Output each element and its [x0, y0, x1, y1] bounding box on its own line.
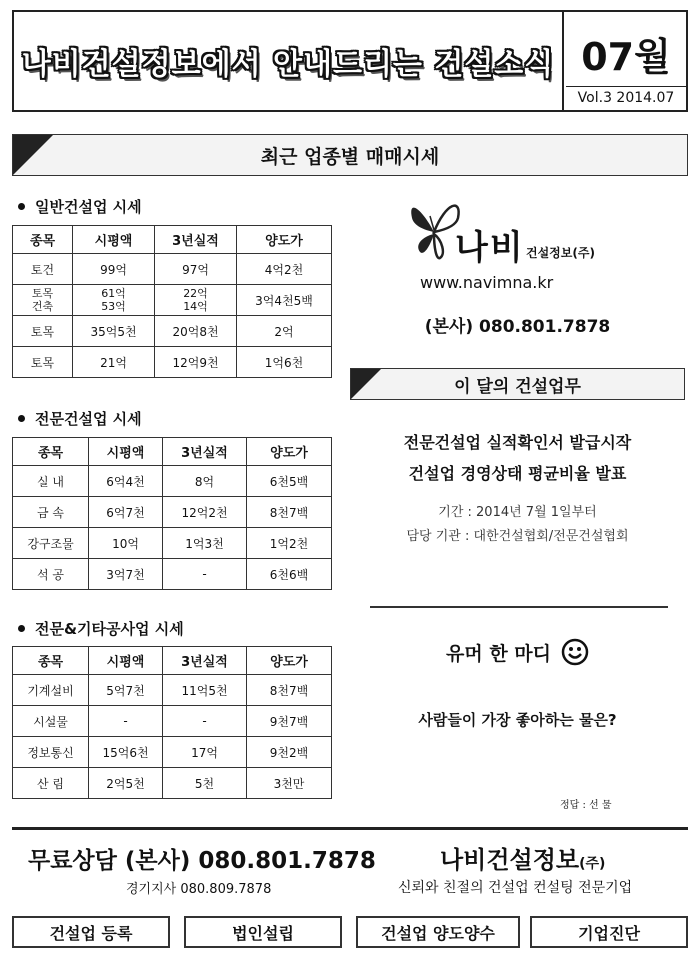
table-row [13, 254, 332, 285]
work-period: 기간 : 2014년 7월 1일부터 [438, 505, 597, 520]
table-cell: 17억 [163, 737, 247, 768]
table-cell: 15억6천 [89, 737, 163, 768]
table-cell: 3억7천 [89, 559, 163, 590]
table-row [13, 737, 332, 768]
column-header: 양도가 [247, 647, 332, 675]
humor-question: 사람들이 가장 좋아하는 물은? [418, 711, 617, 729]
work-agency: 담당 기관 : 대한건설협회/전문건설협회 [406, 529, 629, 544]
divider [566, 86, 688, 87]
table-cell: - [163, 706, 247, 737]
section-banner-prices [12, 134, 688, 176]
table-cell: 정보통신 [13, 737, 89, 768]
section-label-general: 일반건설업 시세 [18, 196, 142, 217]
column-header: 시평액 [89, 438, 163, 466]
footer-consult-phone: 무료상담 (본사) 080.801.7878 [28, 848, 376, 874]
banner-title: 이 달의 건설업무 [454, 376, 581, 397]
table-cell: 11억5천 [163, 675, 247, 706]
brand-name: 나비 [455, 228, 525, 268]
title-box [14, 12, 564, 110]
table-cell: 5천 [163, 768, 247, 799]
table-row [13, 497, 332, 528]
table-cell: 5억7천 [89, 675, 163, 706]
table-cell: 8천7백 [247, 497, 332, 528]
hq-phone: (본사) 080.801.7878 [424, 317, 611, 337]
table-cell: 8천7백 [247, 675, 332, 706]
brand-subtitle: 건설정보(주) [526, 246, 595, 260]
column-header: 시평액 [89, 647, 163, 675]
table-row [13, 466, 332, 497]
smiley-icon [561, 638, 589, 666]
banner-corner-decoration [351, 369, 381, 399]
page-title: 나비건설정보에서 안내드리는 건설소식 [21, 47, 555, 82]
table-cell: 3억4천5백 [237, 285, 332, 316]
price-table-specialty [12, 437, 332, 590]
table-row [13, 706, 332, 737]
bullet-icon [18, 625, 25, 632]
table-cell: 1억2천 [247, 528, 332, 559]
table-cell: 9천2백 [247, 737, 332, 768]
price-table-general [12, 225, 332, 378]
table-cell: - [163, 559, 247, 590]
work-item: 건설업 경영상태 평균비율 발표 [408, 464, 627, 483]
table-cell: 12억9천 [155, 347, 237, 378]
website-link[interactable]: www.navimna.kr [420, 273, 554, 292]
table-cell: 20억8천 [155, 316, 237, 347]
table-cell: 석 공 [13, 559, 89, 590]
divider [370, 606, 668, 608]
table-cell: 토건 [13, 254, 73, 285]
section-label-other: 전문&기타공사업 시세 [18, 618, 184, 639]
table-row [13, 675, 332, 706]
table-cell: 22억 14억 [155, 285, 237, 316]
table-cell: 1억6천 [237, 347, 332, 378]
table-cell: 시설물 [13, 706, 89, 737]
footer-brand: 나비건설정보(주) [440, 846, 606, 874]
banner-corner-decoration [13, 135, 53, 175]
table-cell: 기계설비 [13, 675, 89, 706]
table-row [13, 528, 332, 559]
work-item: 전문건설업 실적확인서 발급시작 [403, 433, 632, 452]
banner-title: 최근 업종별 매매시세 [260, 145, 440, 168]
table-cell: 토목 건축 [13, 285, 73, 316]
column-header: 3년실적 [163, 647, 247, 675]
column-header: 3년실적 [163, 438, 247, 466]
table-row [13, 316, 332, 347]
table-cell: 97억 [155, 254, 237, 285]
service-button-incorporation[interactable]: 법인설립 [184, 916, 342, 948]
service-button-transfer[interactable]: 건설업 양도양수 [356, 916, 520, 948]
table-cell: 21억 [73, 347, 155, 378]
issue-volume: Vol.3 2014.07 [577, 90, 675, 106]
table-row [13, 285, 332, 316]
table-cell: 6천6백 [247, 559, 332, 590]
table-cell: 금 속 [13, 497, 89, 528]
table-cell: 99억 [73, 254, 155, 285]
column-header: 종목 [13, 226, 73, 254]
divider [12, 827, 688, 830]
company-logo [400, 196, 610, 276]
price-table-other [12, 646, 332, 799]
section-banner-monthly-work [350, 368, 685, 400]
table-cell: 2억5천 [89, 768, 163, 799]
table-cell: 실 내 [13, 466, 89, 497]
footer-slogan: 신뢰와 친절의 건설업 컨설팅 전문기업 [398, 880, 633, 896]
bullet-icon [18, 203, 25, 210]
table-cell: 산 림 [13, 768, 89, 799]
column-header: 종목 [13, 438, 89, 466]
table-cell: 4억2천 [237, 254, 332, 285]
column-header: 종목 [13, 647, 89, 675]
table-cell: 12억2천 [163, 497, 247, 528]
table-cell: 35억5천 [73, 316, 155, 347]
service-button-registration[interactable]: 건설업 등록 [12, 916, 170, 948]
table-cell: 8억 [163, 466, 247, 497]
service-button-diagnosis[interactable]: 기업진단 [530, 916, 688, 948]
table-cell: 강구조물 [13, 528, 89, 559]
table-cell: 3천만 [247, 768, 332, 799]
table-cell: 6억7천 [89, 497, 163, 528]
column-header: 양도가 [247, 438, 332, 466]
table-cell: 2억 [237, 316, 332, 347]
humor-answer: 정답 : 선 물 [560, 800, 612, 811]
table-cell: 1억3천 [163, 528, 247, 559]
header [12, 10, 688, 112]
column-header: 3년실적 [155, 226, 237, 254]
table-row [13, 347, 332, 378]
table-cell: 6천5백 [247, 466, 332, 497]
table-cell: 6억4천 [89, 466, 163, 497]
table-row [13, 768, 332, 799]
table-cell: - [89, 706, 163, 737]
table-cell: 61억 53억 [73, 285, 155, 316]
humor-title: 유머 한 마디 [350, 638, 685, 666]
bullet-icon [18, 415, 25, 422]
table-row [13, 559, 332, 590]
section-label-specialty: 전문건설업 시세 [18, 408, 142, 429]
table-cell: 10억 [89, 528, 163, 559]
table-cell: 토목 [13, 347, 73, 378]
column-header: 시평액 [73, 226, 155, 254]
column-header: 양도가 [237, 226, 332, 254]
table-cell: 토목 [13, 316, 73, 347]
table-cell: 9천7백 [247, 706, 332, 737]
issue-month: 07월 [581, 35, 671, 79]
footer-branch-phone: 경기지사 080.809.7878 [126, 882, 272, 897]
